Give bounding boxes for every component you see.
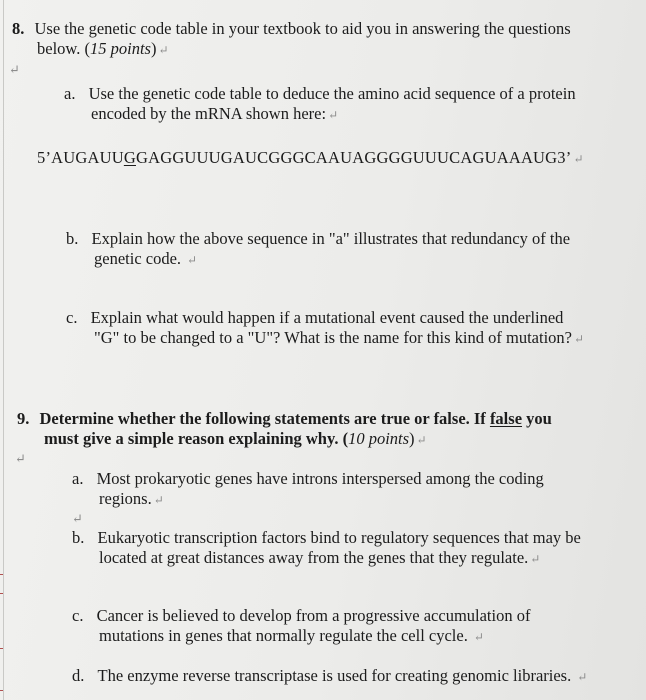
q9-prompt-line-1-end: you — [522, 409, 552, 428]
q8a-line-1 — [64, 84, 576, 104]
q9a-line-1 — [72, 469, 544, 489]
q9c-line-1 — [72, 606, 530, 626]
q9-line-2 — [44, 429, 427, 450]
margin-tick — [0, 574, 3, 575]
q9-number: 9. — [17, 409, 30, 428]
q8b-line-2 — [94, 249, 197, 270]
q8b-text-line-1: Explain how the above sequence in "a" illustrates that redundancy of the — [91, 229, 571, 248]
q8b-letter: b. — [66, 229, 79, 248]
q9d-line-1 — [72, 666, 587, 687]
mrna-sequence-end: GAGGUUUGAUCGGGCAAUAGGGGUUUCAGUAAAUG3’ — [135, 148, 572, 167]
q8-paren-close: ) — [150, 39, 157, 58]
q8a-text-line-2: encoded by the mRNA shown here: — [91, 104, 327, 123]
q9b-letter: b. — [72, 528, 85, 547]
q9-points: 10 points — [348, 429, 410, 448]
q9d-letter: d. — [72, 666, 85, 685]
q8c-line-1 — [66, 308, 563, 328]
q8-line-2 — [37, 39, 169, 60]
q8-number: 8. — [12, 19, 25, 38]
q9a-text-line-1: Most prokaryotic genes have introns interspersed among the coding — [96, 469, 544, 488]
paragraph-mark-icon: ↵ — [577, 670, 588, 684]
paragraph-mark-icon: ↵ — [153, 493, 164, 507]
q9b-line-2 — [99, 548, 540, 569]
margin-tick — [0, 648, 3, 649]
margin-tick — [0, 690, 3, 691]
q9-line-1 — [17, 409, 552, 429]
underlined-g-base: G — [123, 148, 136, 167]
q8c-letter: c. — [66, 308, 78, 327]
q8b-text-line-2: genetic code. — [94, 249, 182, 268]
margin-tick — [0, 593, 3, 594]
q8c-text-line-1: Explain what would happen if a mutational event caused the underlined — [90, 308, 564, 327]
paragraph-mark-icon: ↵ — [328, 108, 339, 122]
paragraph-mark-icon: ↵ — [573, 152, 584, 166]
paragraph-mark-icon: ↵ — [158, 43, 169, 57]
q8a-text-line-1: Use the genetic code table to deduce the amino acid sequence of a protein — [88, 84, 576, 103]
q8a-letter: a. — [64, 84, 76, 103]
q9-prompt-line-2: must give a simple reason explaining why. ( — [44, 429, 349, 448]
page-edge-line — [3, 0, 4, 700]
q8-prompt-line-1: Use the genetic code table in your textbook to aid you in answering the questions — [34, 19, 571, 38]
q8b-line-1 — [66, 229, 570, 249]
paragraph-mark-icon: ↵ — [72, 511, 83, 526]
q8a-line-2 — [91, 104, 338, 125]
q8-points: 15 points — [90, 39, 151, 58]
paragraph-mark-icon: ↵ — [15, 451, 26, 466]
q9a-text-line-2: regions. — [99, 489, 152, 508]
q9c-text-line-1: Cancer is believed to develop from a progressive accumulation of — [96, 606, 531, 625]
q9b-line-1 — [72, 528, 581, 548]
q9a-letter: a. — [72, 469, 84, 488]
paragraph-mark-icon: ↵ — [416, 433, 427, 447]
paragraph-mark-icon: ↵ — [9, 62, 20, 77]
q8c-line-2 — [94, 328, 584, 349]
q9-false-underlined: false — [489, 409, 523, 428]
q8c-text-line-2: "G" to be changed to a "U"? What is the name for this kind of mutation? — [94, 328, 572, 347]
q9c-letter: c. — [72, 606, 84, 625]
paragraph-mark-icon: ↵ — [473, 630, 484, 644]
q8-line-1 — [12, 19, 571, 39]
mrna-sequence — [37, 148, 584, 169]
q9d-text-line-1: The enzyme reverse transcriptase is used for creating genomic libraries. — [97, 666, 572, 685]
q9-prompt-line-1: Determine whether the following statements are true or false. If — [39, 409, 490, 428]
q9-paren-close: ) — [409, 429, 415, 448]
q9c-text-line-2: mutations in genes that normally regulate the cell cycle. — [99, 626, 468, 645]
q8-prompt-line-2: below. ( — [37, 39, 90, 58]
paragraph-mark-icon: ↵ — [187, 253, 198, 267]
q9b-text-line-2: located at great distances away from the genes that they regulate. — [99, 548, 529, 567]
q9a-line-2 — [99, 489, 164, 510]
q9b-text-line-1: Eukaryotic transcription factors bind to regulatory sequences that may be — [97, 528, 581, 547]
q9c-line-2 — [99, 626, 484, 647]
paragraph-mark-icon: ↵ — [573, 332, 585, 346]
paragraph-mark-icon: ↵ — [530, 552, 541, 566]
mrna-sequence-start: 5’AUGAUU — [37, 148, 124, 167]
